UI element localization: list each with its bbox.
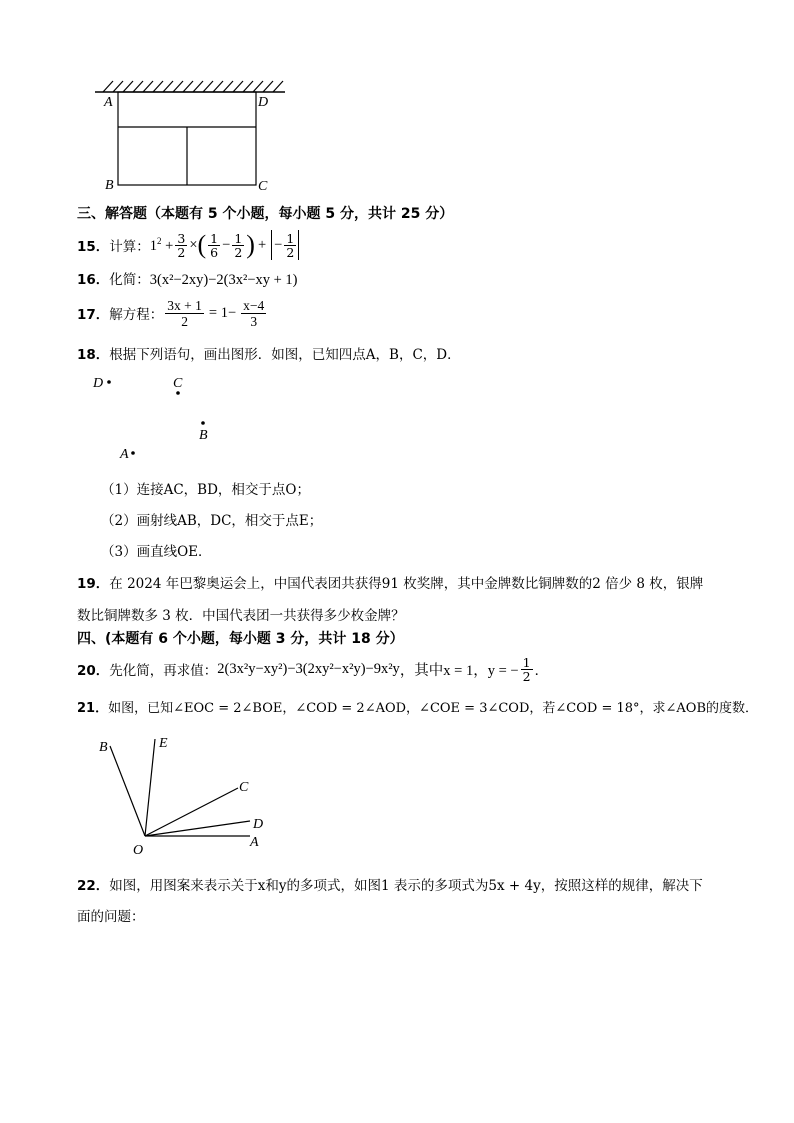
q15-frac2: $\frac{1}{6}$ bbox=[210, 230, 219, 260]
q22-number: 22． bbox=[77, 878, 110, 894]
q22-text-1: 如图，用图案来表示关于x和y的多项式，如图1 表示的多项式为5x + 4y，按照这样的规律，解决下 bbox=[109, 878, 703, 894]
q15-expr-base: $1^2$ + bbox=[149, 235, 174, 254]
q15-label: 计算： bbox=[109, 239, 150, 255]
section3-title: 三、解答题（本题有 5 个小题，每小题 5 分，共计 25 分） bbox=[77, 206, 454, 222]
q20-cond: ，其中x = 1，y = − bbox=[399, 662, 519, 679]
question-22-line2: 面的问题： bbox=[77, 909, 145, 925]
q21-label-a: A bbox=[250, 835, 259, 850]
q20-number: 20． bbox=[77, 663, 110, 679]
q15-number: 15． bbox=[77, 239, 110, 255]
q21-label-c: C bbox=[239, 780, 249, 795]
q21-label-o: O bbox=[133, 843, 144, 858]
q18-label-b: B bbox=[199, 428, 208, 443]
q21-label-b: B bbox=[99, 740, 108, 755]
question-20 bbox=[77, 653, 548, 685]
q15-frac4: $\frac{1}{2}$ bbox=[286, 230, 295, 260]
q21-number: 21． bbox=[77, 701, 109, 716]
rect-label-c: C bbox=[258, 179, 268, 194]
q19-text-1: 在 2024 年巴黎奥运会上，中国代表团共获得91 枚奖牌，其中金牌数比铜牌数的2 倍少 8 枚，银牌 bbox=[109, 576, 704, 592]
q15-paren-open: ( bbox=[197, 230, 207, 259]
question-19-line1 bbox=[77, 572, 703, 592]
q21-label-d: D bbox=[253, 817, 264, 832]
q20-frac: $\frac{1}{2}$ bbox=[522, 654, 531, 684]
question-16 bbox=[77, 268, 298, 289]
question-15 bbox=[77, 228, 299, 262]
q15-times: × bbox=[189, 236, 198, 253]
q18-label-c: C bbox=[173, 376, 183, 391]
q15-abs-right bbox=[298, 230, 299, 260]
q19-number: 19． bbox=[77, 576, 110, 592]
q15-paren-close: ) bbox=[246, 230, 255, 259]
q15-minus: − bbox=[222, 236, 231, 253]
q15-abs-minus: − bbox=[274, 236, 283, 253]
q18-points-figure bbox=[90, 370, 230, 465]
question-22-line1 bbox=[77, 874, 703, 894]
q17-eq: = 1− bbox=[208, 304, 237, 321]
q17-rhs: $\frac{x-4}{3}$ bbox=[243, 297, 265, 329]
q18-text: 根据下列语句，画出图形．如图，已知四点A，B，C，D． bbox=[109, 347, 461, 363]
q18-sub3: （3）画直线OE． bbox=[101, 544, 212, 560]
q21-label-e: E bbox=[159, 736, 168, 751]
q18-label-d: D bbox=[93, 376, 104, 391]
rect-label-d: D bbox=[258, 95, 269, 110]
q18-sub1: （1）连接AC，BD，相交于点O； bbox=[101, 482, 310, 498]
question-21 bbox=[77, 697, 758, 716]
q18-sub2: （2）画射线AB，DC，相交于点E； bbox=[101, 513, 323, 529]
q16-label: 化简： bbox=[109, 272, 150, 288]
rectangle-figure bbox=[95, 75, 295, 195]
q16-number: 16． bbox=[77, 272, 110, 288]
q17-label: 解方程： bbox=[109, 307, 164, 323]
q15-frac1: $\frac{3}{2}$ bbox=[177, 230, 186, 260]
q20-expr: 2(3x²y−xy²)−3(2xy²−x²y)−9x²y bbox=[217, 660, 400, 677]
question-18 bbox=[77, 343, 461, 363]
q17-lhs: $\frac{3x + 1}{2}$ bbox=[167, 297, 202, 329]
q20-label: 先化简，再求值： bbox=[109, 663, 218, 679]
section4-title: 四、(本题有 6 个小题，每小题 3 分，共计 18 分） bbox=[77, 631, 404, 647]
rect-label-b: B bbox=[105, 178, 114, 193]
q17-number: 17． bbox=[77, 307, 110, 323]
q15-frac3: $\frac{1}{2}$ bbox=[234, 230, 243, 260]
question-17 bbox=[77, 296, 268, 330]
q15-plus: + bbox=[257, 236, 267, 253]
q21-text: 如图，已知∠EOC = 2∠BOE，∠COD = 2∠AOD，∠COE = 3∠COD，若∠COD = 18°，求∠AOB的度数． bbox=[108, 701, 758, 716]
q18-number: 18． bbox=[77, 347, 110, 363]
rect-label-a: A bbox=[104, 95, 113, 110]
question-19-line2: 数比铜牌数多 3 枚．中国代表团一共获得多少枚金牌？ bbox=[77, 608, 405, 624]
q18-label-a: A bbox=[120, 447, 129, 462]
q16-expr: 3(x²−2xy)−2(3x²−xy + 1) bbox=[149, 272, 298, 288]
q20-end: ． bbox=[534, 663, 549, 679]
q21-angle-figure bbox=[95, 733, 275, 858]
q15-abs-left bbox=[271, 230, 272, 260]
